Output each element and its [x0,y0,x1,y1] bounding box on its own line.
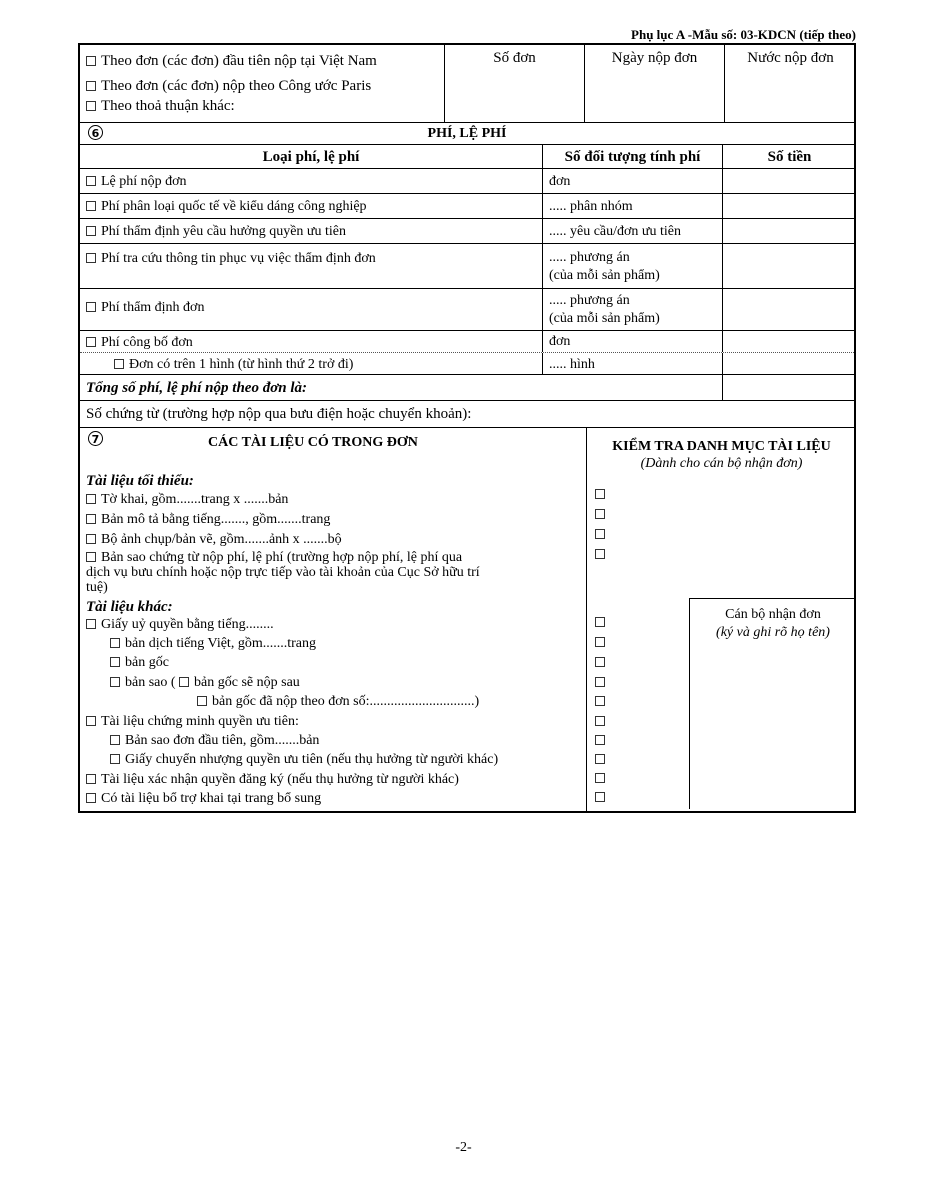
officer-signature-box[interactable] [689,598,856,809]
fee-examination[interactable]: Phí thẩm định đơn [86,299,204,317]
fee-row: Đơn có trên 1 hình (từ hình thứ 2 trở đi) ..... hình [80,353,854,375]
doc-description[interactable]: Bản mô tả bằng tiếng......., gồm.......trang [86,511,330,529]
checkbox-icon[interactable] [86,176,96,186]
check-checkbox-icon[interactable] [595,792,605,802]
documents-section [80,428,854,811]
fee-row: Phí phân loại quốc tế về kiểu dáng công nghiệp ..... phân nhóm [80,194,854,219]
checkbox-icon[interactable] [86,534,96,544]
col-country-label: Nước nộp đơn [747,50,834,66]
priority-date-cell[interactable] [584,45,724,122]
checkbox-icon[interactable] [86,201,96,211]
fee-amount-header: Số tiền [767,149,812,165]
check-checkbox-icon[interactable] [595,677,605,687]
fee-amount-cell[interactable] [722,244,856,288]
priority-country-cell[interactable] [724,45,856,122]
checkbox-icon[interactable] [86,226,96,236]
doc-poa-original[interactable]: bản gốc [110,654,169,672]
fee-amount-cell[interactable] [722,331,856,352]
fee-count-header: Số đối tượng tính phí [564,149,701,165]
fee-total-amount[interactable] [722,375,856,400]
check-checkbox-icon[interactable] [595,529,605,539]
check-checkbox-icon[interactable] [595,754,605,764]
check-subtitle: (Dành cho cán bộ nhận đơn) [640,456,803,471]
priority-option-paris[interactable]: Theo đơn (các đơn) nộp theo Công ước Paris [86,77,371,95]
checkbox-icon[interactable] [197,696,207,706]
doc-poa-copy[interactable]: bản sao ( bản gốc sẽ nộp sau [110,674,300,692]
doc-declaration[interactable]: Tờ khai, gồm.......trang x .......bản [86,491,288,509]
check-checkbox-icon[interactable] [595,657,605,667]
checkbox-icon[interactable] [86,494,96,504]
checkbox-icon[interactable] [110,735,120,745]
fee-search[interactable]: Phí tra cứu thông tin phục vụ việc thẩm định đơn [86,250,376,268]
check-checkbox-icon[interactable] [595,716,605,726]
fee-row: Phí công bố đơn đơn [80,331,854,353]
doc-priority-copy[interactable]: Bản sao đơn đầu tiên, gồm.......bản [110,732,319,750]
fee-row: Phí tra cứu thông tin phục vụ việc thẩm định đơn ..... phương án (của mỗi sản phẩm) [80,244,854,289]
checkbox-icon[interactable] [114,359,124,369]
checkbox-icon[interactable] [86,302,96,312]
fee-amount-cell[interactable] [722,194,856,218]
col-date-label: Ngày nộp đơn [611,50,698,66]
priority-claim-row [80,45,854,123]
fee-amount-cell[interactable] [722,219,856,243]
other-docs-heading: Tài liệu khác: [86,599,173,615]
officer-subtitle: (ký và ghi rõ họ tên) [716,625,830,640]
checkbox-icon[interactable] [110,657,120,667]
checkbox-icon[interactable] [110,638,120,648]
fee-row: Phí thẩm định đơn ..... phương án (của mỗi sản phẩm) [80,289,854,331]
priority-option-other[interactable]: Theo thoả thuận khác: [86,97,235,115]
section-6-number: 6 [88,125,103,140]
check-checkbox-icon[interactable] [595,617,605,627]
doc-poa-translation[interactable]: bản dịch tiếng Việt, gồm.......trang [110,635,316,653]
check-checkbox-icon[interactable] [595,773,605,783]
check-checkbox-icon[interactable] [595,509,605,519]
fee-classification[interactable]: Phí phân loại quốc tế về kiểu dáng công nghiệp [86,198,367,216]
receipt-label: Số chứng từ (trường hợp nộp qua bưu điện hoặc chuyển khoản): [86,406,472,422]
section-7-number: 7 [88,431,103,446]
checkbox-icon[interactable] [86,101,96,111]
fee-total-label: Tổng số phí, lệ phí nộp theo đơn là: [86,380,308,396]
doc-poa-copy-filed[interactable]: bản gốc đã nộp theo đơn số:..............................) [197,693,479,711]
col-number-label: Số đơn [493,50,536,66]
checkbox-icon[interactable] [86,552,96,562]
check-title: KIỂM TRA DANH MỤC TÀI LIỆU [612,439,831,454]
officer-title: Cán bộ nhận đơn [725,607,821,622]
doc-photos[interactable]: Bộ ảnh chụp/bản vẽ, gồm.......ảnh x .......bộ [86,531,342,549]
appendix-header: Phụ lục A -Mẫu số: 03-KDCN (tiếp theo) [631,27,856,42]
fee-row: Phí thẩm định yêu cầu hưởng quyền ưu tiên ..... yêu cầu/đơn ưu tiên [80,219,854,244]
priority-number-cell[interactable] [444,45,584,122]
fee-total-row [80,375,854,401]
doc-supplement[interactable]: Có tài liệu bổ trợ khai tại trang bổ sung [86,790,321,808]
fee-amount-cell[interactable] [722,289,856,330]
fees-title: PHÍ, LỆ PHÍ [427,126,507,141]
receipt-row[interactable] [80,401,854,428]
fee-extra-images[interactable]: Đơn có trên 1 hình (từ hình thứ 2 trở đi) [114,356,353,374]
fee-row: Lệ phí nộp đơn đơn [80,169,854,194]
check-checkbox-icon[interactable] [595,637,605,647]
check-checkbox-icon[interactable] [595,735,605,745]
checkbox-icon[interactable] [110,754,120,764]
checkbox-icon[interactable] [86,514,96,524]
fee-publication[interactable]: Phí công bố đơn [86,334,193,352]
fee-amount-cell[interactable] [722,169,856,193]
check-checkbox-icon[interactable] [595,489,605,499]
checkbox-icon[interactable] [86,253,96,263]
doc-power-of-attorney[interactable]: Giấy uỷ quyền bằng tiếng........ [86,616,274,634]
checkbox-icon[interactable] [86,337,96,347]
checkbox-icon[interactable] [179,677,189,687]
application-form [78,43,856,813]
checkbox-icon[interactable] [86,774,96,784]
doc-priority-transfer[interactable]: Giấy chuyển nhượng quyền ưu tiên (nếu thụ hưởng từ người khác) [110,751,498,769]
fee-filing[interactable]: Lệ phí nộp đơn [86,173,187,191]
checkbox-icon[interactable] [86,793,96,803]
document-check-column [586,428,856,811]
checkbox-icon[interactable] [86,56,96,66]
fee-amount-cell[interactable] [722,353,856,374]
page-number: -2- [455,1140,472,1155]
checkbox-icon[interactable] [110,677,120,687]
checkbox-icon[interactable] [86,619,96,629]
fee-priority-exam[interactable]: Phí thẩm định yêu cầu hưởng quyền ưu tiên [86,223,346,241]
minimum-docs-heading: Tài liệu tối thiểu: [86,473,194,489]
doc-priority[interactable]: Tài liệu chứng minh quyền ưu tiên: [86,713,299,731]
checkbox-icon[interactable] [86,81,96,91]
checkbox-icon[interactable] [86,716,96,726]
documents-title: CÁC TÀI LIỆU CÓ TRONG ĐƠN [208,435,418,450]
check-checkbox-icon[interactable] [595,696,605,706]
doc-fee-copy[interactable]: Bản sao chứng từ nộp phí, lệ phí (trường hợp nộp phí, lệ phí qua dịch vụ bưu chính hoặc nộp trực tiếp vào tài khoản của Cục Sở hữu trí tuệ) [86,550,480,595]
fee-type-header: Loại phí, lệ phí [262,149,360,165]
priority-option-vn[interactable]: Theo đơn (các đơn) đầu tiên nộp tại Việt Nam [86,52,377,70]
fees-title-row [80,123,854,145]
doc-registration-right[interactable]: Tài liệu xác nhận quyền đăng ký (nếu thụ hưởng từ người khác) [86,771,459,789]
fees-header-row [80,145,854,169]
check-checkbox-icon[interactable] [595,549,605,559]
